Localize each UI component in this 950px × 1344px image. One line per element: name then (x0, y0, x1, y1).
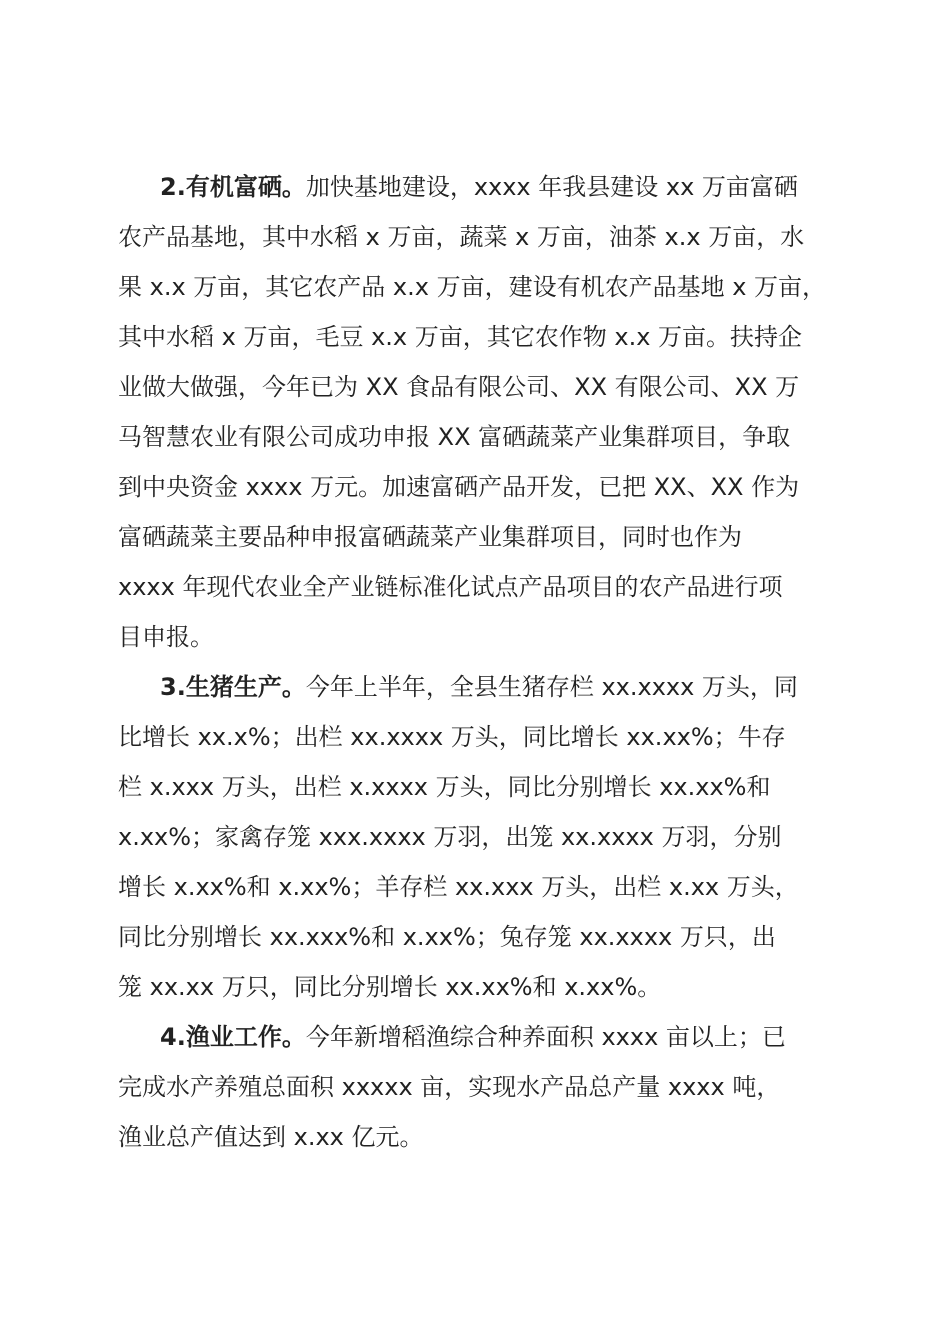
paragraph-text: 今年上半年，全县生猪存栏 xx.xxxx 万头，同 (305, 673, 798, 701)
paragraph-heading: 3.生猪生产。 (160, 673, 306, 701)
paragraph-first-line (118, 662, 858, 712)
paragraph-line: 同比分别增长 xx.xxx%和 x.xx%；兔存笼 xx.xxxx 万只，出 (118, 923, 776, 951)
paragraph-line: 比增长 xx.x%；出栏 xx.xxxx 万头，同比增长 xx.xx%；牛存 (118, 723, 786, 751)
paragraph-line: 完成水产养殖总面积 xxxxx 亩，实现水产品总产量 xxxx 吨， (118, 1073, 781, 1101)
paragraph-line: 农产品基地，其中水稻 x 万亩，蔬菜 x 万亩，油茶 x.x 万亩，水 (118, 223, 805, 251)
paragraph-line: 业做大做强，今年已为 XX 食品有限公司、XX 有限公司、XX 万 (118, 373, 800, 401)
paragraph-first-line (118, 162, 858, 212)
paragraph-text: 加快基地建设，xxxx 年我县建设 xx 万亩富硒 (305, 173, 798, 201)
paragraph-line: 目申报。 (118, 623, 214, 651)
paragraph-line: 渔业总产值达到 x.xx 亿元。 (118, 1123, 424, 1151)
paragraph-line: 果 x.x 万亩，其它农产品 x.x 万亩，建设有机农产品基地 x 万亩， (118, 273, 827, 301)
paragraph-line: 马智慧农业有限公司成功申报 XX 富硒蔬菜产业集群项目，争取 (118, 423, 791, 451)
paragraph-text: 今年新增稻渔综合种养面积 xxxx 亩以上；已 (305, 1023, 786, 1051)
paragraph-first-line (118, 1012, 858, 1062)
paragraph-fishery-work (118, 1012, 858, 1162)
paragraph-organic-selenium (118, 162, 858, 662)
paragraph-line: 其中水稻 x 万亩，毛豆 x.x 万亩，其它农作物 x.x 万亩。扶持企 (118, 323, 803, 351)
paragraph-line: x.xx%；家禽存笼 xxx.xxxx 万羽，出笼 xx.xxxx 万羽，分别 (118, 823, 782, 851)
document-body (118, 162, 858, 1162)
paragraph-heading: 4.渔业工作。 (160, 1023, 306, 1051)
paragraph-line: 到中央资金 xxxx 万元。加速富硒产品开发，已把 XX、XX 作为 (118, 473, 800, 501)
paragraph-line: xxxx 年现代农业全产业链标准化试点产品项目的农产品进行项 (118, 573, 783, 601)
paragraph-line: 富硒蔬菜主要品种申报富硒蔬菜产业集群项目，同时也作为 (118, 523, 742, 551)
paragraph-line: 栏 x.xxx 万头，出栏 x.xxxx 万头，同比分别增长 xx.xx%和 (118, 773, 771, 801)
paragraph-line: 增长 x.xx%和 x.xx%；羊存栏 xx.xxx 万头，出栏 x.xx 万头， (118, 873, 799, 901)
paragraph-heading: 2.有机富硒。 (160, 173, 306, 201)
paragraph-line: 笼 xx.xx 万只，同比分别增长 xx.xx%和 x.xx%。 (118, 973, 662, 1001)
paragraph-pig-production (118, 662, 858, 1012)
